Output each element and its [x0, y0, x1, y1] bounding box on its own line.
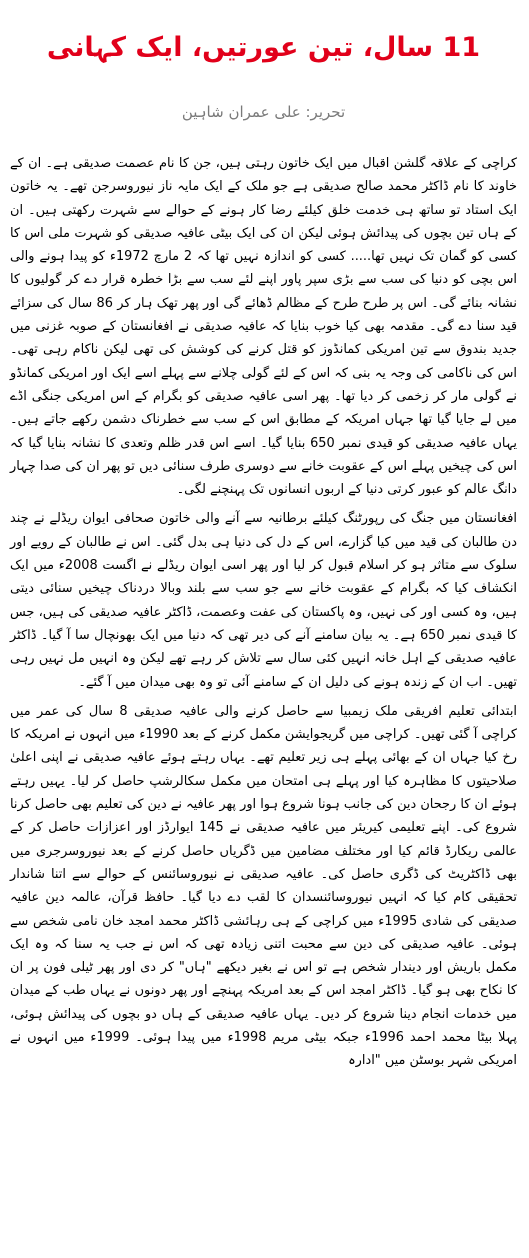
article-body	[10, 152, 517, 1073]
article-paragraph: کراچی کے علاقہ گلشن اقبال میں ایک خاتون رہتی ہیں، جن کا نام عصمت صدیقی ہے۔ ان کے خاوند کا نام ڈاکٹر محمد صالح صدیقی ہے جو ملک کے ایک مایہ ناز نیوروسرجن تھے۔ یہ خاتون ایک استاد تو ساتھ ہی خدمت خلق کیلئے رضا کار ہونے کے حوالے سے شہرت رکھتی ہیں۔ ان کے ہاں تین بچوں کی پیدائش ہوئی لیکن ان کی ایک بیٹی عافیہ صدیقی کو شہرت ملی اس کا کسی کو گمان تک نہیں تھا..... کسی کو اندازہ نہیں تھا کہ 2 مارچ 1972ء کو پیدا ہونے والی اس بچی کو دنیا کی سب سے بڑی سپر پاور اپنے لئے سب سے بڑا خطرہ قرار دے کر گولیوں کا نشانہ بنائے گی۔ اس پر طرح طرح کے مظالم ڈھائے گی اور پھر تھک ہار کر 86 سال کی سزائے قید سنا دے گی۔ مقدمہ بھی کیا خوب بنایا کہ عافیہ صدیقی نے افغانستان کے صوبہ غزنی میں جدید بندوق سے تین امریکی کمانڈوز کو قتل کرنے کی کوشش کی تھی لیکن ناکام رہی تھی۔ اس کی ناکامی کی وجہ یہ بنی کہ اس کے لئے گولی چلانے سے پہلے اسے ایک اور امریکی کمانڈو نے گولی مار کر زخمی کر دیا تھا۔ پھر اسی عافیہ صدیقی کو بگرام کے اس امریکی جنگی اڈے میں لے جایا گیا تھا جہاں امریکہ کے مطابق اس کے سب سے خطرناک دشمن رکھے جاتے ہیں۔ یہاں عافیہ صدیقی کو قیدی نمبر 650 بنایا گیا۔ اسے اس قدر ظلم وتعدی کا نشانہ بنایا گیا کہ اس کی چیخیں پہلے اس کے عقوبت خانے سے دوسری طرف سنائی دیں تو پھر ان کی صدا چہار دانگ عالم کو عبور کرتی دنیا کے اربوں انسانوں تک پہنچنے لگی۔	[10, 156, 518, 498]
article-paragraph: افغانستان میں جنگ کی رپورٹنگ کیلئے برطانیہ سے آنے والی خاتون صحافی ایوان ریڈلے نے چند دن طالبان کی قید میں کیا گزارے، اس کے دل کی دنیا ہی بدل گئی۔ اس نے طالبان کے رویے اور سلوک سے متاثر ہو کر اسلام قبول کر لیا اور پھر اسی ایوان ریڈلے نے اگست 2008ء میں ایک انکشاف کیا کہ بگرام کے عقوبت خانے سے جو سب سے بلند وبالا دردناک چیخیں سنائی دیتی ہیں، وہ کسی اور کی نہیں، وہ پاکستان کی عفت وعصمت، ڈاکٹر عافیہ صدیقی کی ہیں، جس کا قیدی نمبر 650 ہے۔ یہ بیان سامنے آنے کی دیر تھی کہ دنیا میں ایک بھونچال سا آ گیا۔ ڈاکٹر عافیہ صدیقی کے اہل خانہ انہیں کئی سال سے تلاش کر رہے تھے لیکن وہ انہیں مل نہیں رہی تھیں۔ اب ان کے زندہ ہونے کی دلیل ان کے سامنے آئی تو وہ بھی میدان میں آ گئے۔	[10, 511, 517, 690]
article-byline: تحریر: علی عمران شاہین	[181, 103, 346, 121]
article-headline: 11 سال، تین عورتیں، ایک کہانی	[46, 32, 481, 63]
article-paragraph: ابتدائی تعلیم افریقی ملک زیمبیا سے حاصل کرنے والی عافیہ صدیقی 8 سال کی عمر میں کراچی آ گئی تھیں۔ کراچی میں گریجوایشن مکمل کرنے کے بعد 1990ء میں انہوں نے امریکہ کا رخ کیا جہاں ان کے بھائی پہلے ہی زیر تعلیم تھے۔ یہاں رہتے ہوئے عافیہ صدیقی نے اپنی اعلیٰ صلاحیتوں کا مظاہرہ کیا اور پہلے ہی امتحان میں مکمل سکالرشپ حاصل کر لیا۔ یہیں رہتے ہوئے ان کا رجحان دین کی جانب ہونا شروع ہوا اور پھر عافیہ نے دین کی تعلیم بھی حاصل کرنا شروع کی۔ اپنے تعلیمی کیریئر میں عافیہ صدیقی نے 145 ایوارڈز اور اعزازات حاصل کر کے عالمی ریکارڈ قائم کیا اور مختلف مضامین میں ڈگریاں حاصل کرنے کے بعد نیوروسرجری میں بھی ڈاکٹریٹ کی ڈگری حاصل کی۔ عافیہ صدیقی نے نیوروسائنس کے حوالے سے اتنا شاندار تحقیقی کام کیا کہ انہیں نیوروسائنسدان کا لقب دے دیا گیا۔ حافظ قرآن، عالمہ دین عافیہ صدیقی کی شادی 1995ء میں کراچی کے ہی رہائشی ڈاکٹر محمد امجد خان نامی شخص سے ہوئی۔ عافیہ صدیقی کی دین سے محبت اتنی زیادہ تھی کہ اس نے جب یہ سنا کہ وہ ایک مکمل باریش اور دیندار شخص ہے تو اس نے بغیر دیکھے "ہاں" کر دی اور پھر ٹیلی فون پر ان کا نکاح بھی ہو گیا۔ ڈاکٹر امجد اس کے بعد امریکہ پہنچے اور پھر دونوں نے یہاں طب کے میدان میں خدمات انجام دینا شروع کر دیں۔ یہاں عافیہ صدیقی کے ہاں دو بچوں کی پیدائش ہوئی، پہلا بیٹا محمد احمد 1996ء جبکہ بیٹی مریم 1998ء میں پیدا ہوئی۔ 1999ء میں انہوں نے امریکی شہر بوسٹن میں "ادارہ	[10, 703, 518, 1069]
